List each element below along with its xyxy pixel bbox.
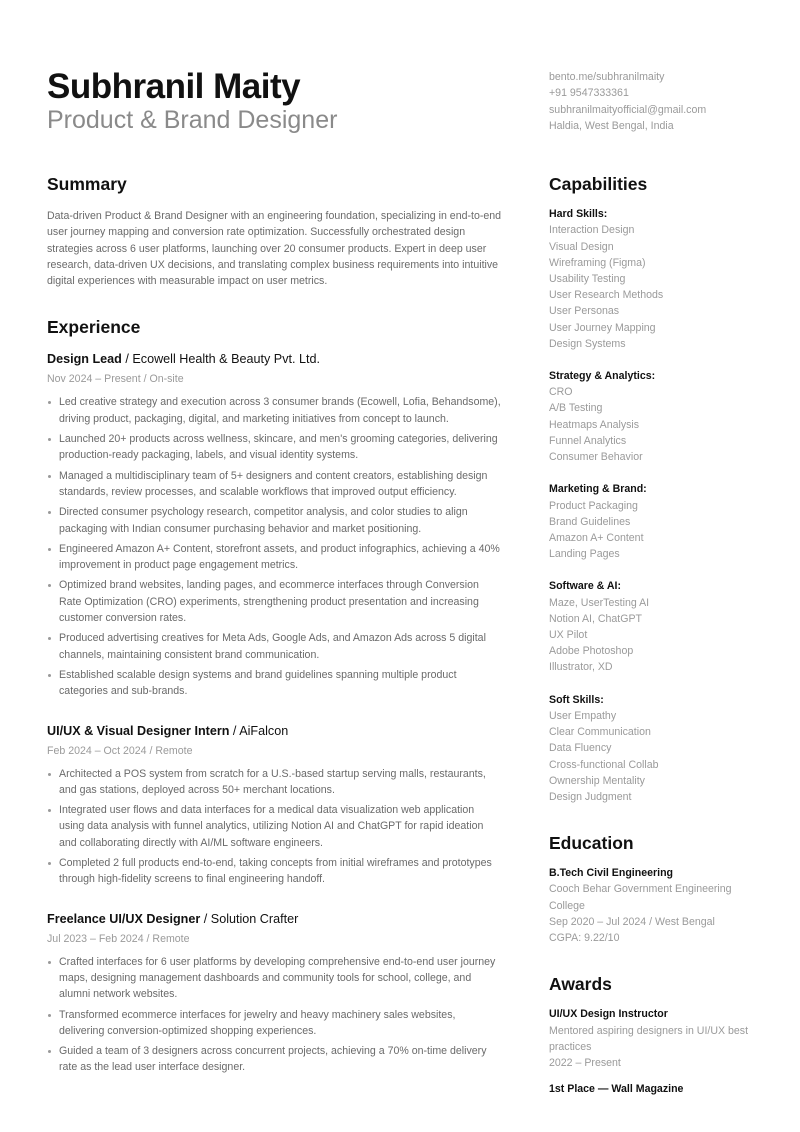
job-bullets bbox=[47, 766, 502, 888]
job-heading bbox=[47, 910, 502, 928]
capability-item: Design Systems bbox=[549, 337, 626, 350]
capability-heading: Soft Skills: bbox=[549, 693, 604, 706]
job-bullet: Completed 2 full products end-to-end, taking concepts from initial wireframes and prototypes through high-fidelity screens to final engineering handoff. bbox=[47, 855, 502, 888]
education-title: Education bbox=[549, 833, 634, 854]
capability-item: Brand Guidelines bbox=[549, 515, 631, 528]
capabilities-title: Capabilities bbox=[549, 174, 648, 194]
capability-group bbox=[549, 692, 759, 806]
job-heading bbox=[47, 350, 502, 368]
capability-item: A/B Testing bbox=[549, 402, 603, 415]
capability-item: Data Fluency bbox=[549, 742, 612, 755]
education-degree: B.Tech Civil Engineering bbox=[549, 867, 674, 880]
capability-item: Funnel Analytics bbox=[549, 434, 627, 447]
capability-item: User Research Methods bbox=[549, 289, 664, 302]
capability-item: Notion AI, ChatGPT bbox=[549, 612, 643, 625]
resume-role: Product & Brand Designer bbox=[47, 106, 338, 134]
award-dates: 2022 – Present bbox=[549, 1056, 621, 1069]
award-heading: UI/UX Design Instructor bbox=[549, 1008, 668, 1021]
capability-item: User Journey Mapping bbox=[549, 321, 656, 334]
experience-title: Experience bbox=[47, 317, 141, 338]
award-description: Mentored aspiring designers in UI/UX best practices bbox=[549, 1024, 749, 1053]
capability-item: Consumer Behavior bbox=[549, 451, 643, 464]
capability-item: CRO bbox=[549, 386, 573, 399]
job-company: / AiFalcon bbox=[229, 723, 289, 738]
job-role: Freelance UI/UX Designer bbox=[47, 911, 201, 926]
capability-item: Interaction Design bbox=[549, 224, 635, 237]
job-heading bbox=[47, 722, 502, 740]
summary-title: Summary bbox=[47, 174, 127, 194]
capability-item: Maze, UserTesting AI bbox=[549, 596, 650, 609]
job-bullet: Directed consumer psychology research, competitor analysis, and color studies to align packaging with Indian consumer purchasing behavior and market positioning. bbox=[47, 504, 502, 537]
award-heading: 1st Place — Wall Magazine bbox=[549, 1083, 684, 1096]
education-school: Cooch Behar Government Engineering College bbox=[549, 883, 732, 912]
job-role: UI/UX & Visual Designer Intern bbox=[47, 723, 230, 738]
capability-item: User Personas bbox=[549, 305, 620, 318]
contact-phone[interactable]: +91 9547333361 bbox=[549, 87, 629, 100]
capability-heading: Strategy & Analytics: bbox=[549, 369, 656, 382]
job-bullet: Guided a team of 3 designers across concurrent projects, achieving a 70% on-time delivery rate as the lead user interface designer. bbox=[47, 1043, 502, 1076]
job-entry bbox=[47, 722, 502, 888]
job-bullet: Led creative strategy and execution across 3 consumer brands (Ecowell, Lofia, Behandsome), driving product, packaging, digital, and marketing initiatives from concept to launch. bbox=[47, 394, 502, 427]
capability-heading: Software & AI: bbox=[549, 580, 622, 593]
job-bullet: Launched 20+ products across wellness, skincare, and men's grooming categories, delivering production-ready packaging, labels, and visual identity systems. bbox=[47, 431, 502, 464]
capability-item: Cross-functional Collab bbox=[549, 758, 659, 771]
capability-item: Heatmaps Analysis bbox=[549, 418, 640, 431]
capability-heading: Marketing & Brand: bbox=[549, 483, 647, 496]
contact-email[interactable]: subhranilmaityofficial@gmail.com bbox=[549, 103, 707, 116]
job-meta: Nov 2024 – Present / On-site bbox=[47, 373, 184, 386]
award-entry bbox=[549, 1081, 759, 1097]
contact-website[interactable]: bento.me/subhranilmaity bbox=[549, 71, 665, 83]
job-bullet: Established scalable design systems and brand guidelines spanning multiple product categories and sub-brands. bbox=[47, 667, 502, 700]
job-company: / Solution Crafter bbox=[200, 911, 299, 926]
capability-item: Usability Testing bbox=[549, 272, 626, 285]
capability-item: UX Pilot bbox=[549, 629, 588, 642]
capability-item: Wireframing (Figma) bbox=[549, 256, 646, 269]
experience-section bbox=[47, 315, 502, 1075]
job-meta: Jul 2023 – Feb 2024 / Remote bbox=[47, 932, 190, 945]
awards-title: Awards bbox=[549, 974, 612, 995]
contact-block bbox=[549, 69, 706, 134]
job-bullet: Produced advertising creatives for Meta Ads, Google Ads, and Amazon Ads across 5 digital channels, maintaining consistent brand communication. bbox=[47, 630, 502, 663]
job-entry bbox=[47, 350, 502, 699]
job-bullet: Managed a multidisciplinary team of 5+ designers and content creators, establishing design standards, review processes, and scalable workflows that improved output efficiency. bbox=[47, 468, 502, 501]
capability-item: Amazon A+ Content bbox=[549, 531, 644, 544]
main-column bbox=[47, 172, 502, 1080]
job-bullet: Integrated user flows and data interfaces for a medical data visualization web application using data analysis with funnel analytics, utilizing Notion AI and ChatGPT for rapid ideation and collaborating directly with AI/ML software engineers. bbox=[47, 802, 502, 851]
capability-group bbox=[549, 481, 759, 562]
job-company: / Ecowell Health & Beauty Pvt. Ltd. bbox=[121, 352, 320, 367]
job-bullets bbox=[47, 394, 502, 699]
awards-section bbox=[549, 972, 759, 1097]
award-entry bbox=[549, 1006, 759, 1071]
capability-item: User Empathy bbox=[549, 709, 617, 722]
job-role: Design Lead bbox=[47, 352, 122, 367]
capability-heading: Hard Skills: bbox=[549, 208, 608, 220]
job-entry bbox=[47, 910, 502, 1076]
education-cgpa: CGPA: 9.22/10 bbox=[549, 932, 620, 945]
capability-item: Clear Communication bbox=[549, 726, 651, 739]
job-bullet: Optimized brand websites, landing pages, and ecommerce interfaces through Conversion Rate Optimization (CRO) experiments, strengthening product presentation and increasing customer conversion rates. bbox=[47, 577, 502, 626]
capability-item: Visual Design bbox=[549, 240, 614, 253]
resume-name: Subhranil Maity bbox=[47, 67, 301, 106]
capability-group bbox=[549, 368, 759, 465]
capability-item: Adobe Photoshop bbox=[549, 645, 634, 658]
capability-group bbox=[549, 206, 759, 352]
capability-item: Illustrator, XD bbox=[549, 661, 613, 674]
capability-item: Ownership Mentality bbox=[549, 774, 645, 787]
summary-text: Data-driven Product & Brand Designer with an engineering foundation, specializing in end-to-end user journey mapping and conversion rate optimization. Successfully orchestrated design strategies across 6 user platforms, launching over 20 consumer products. Expert in deep user research, data-driven UX decisions, and translating complex business requirements into intuitive digital experiences with measurable impact on user metrics. bbox=[47, 210, 502, 288]
job-meta: Feb 2024 – Oct 2024 / Remote bbox=[47, 744, 193, 757]
job-bullet: Crafted interfaces for 6 user platforms by developing comprehensive end-to-end user journey maps, designing management dashboards and community tools for school, college, and alumni network websites. bbox=[47, 954, 502, 1003]
contact-location: Haldia, West Bengal, India bbox=[549, 119, 674, 132]
education-entry bbox=[549, 865, 759, 946]
job-bullet: Transformed ecommerce interfaces for jewelry and heavy machinery sales websites, delivering conversion-optimized shopping experiences. bbox=[47, 1007, 502, 1040]
education-section bbox=[549, 831, 759, 946]
education-dates: Sep 2020 – Jul 2024 / West Bengal bbox=[549, 915, 715, 928]
capability-group bbox=[549, 578, 759, 675]
capability-item: Design Judgment bbox=[549, 790, 632, 803]
summary-section bbox=[47, 172, 502, 289]
sidebar-column bbox=[549, 172, 759, 1097]
capability-item: Landing Pages bbox=[549, 548, 620, 561]
job-bullet: Architected a POS system from scratch for a U.S.-based startup serving malls, restaurants, and gas stations, deployed across 50+ merchant locations. bbox=[47, 766, 502, 799]
capability-item: Product Packaging bbox=[549, 499, 638, 512]
job-bullets bbox=[47, 954, 502, 1076]
capabilities-section bbox=[549, 172, 759, 805]
job-bullet: Engineered Amazon A+ Content, storefront assets, and product infographics, achieving a 40% improvement in product page engagement metrics. bbox=[47, 541, 502, 574]
